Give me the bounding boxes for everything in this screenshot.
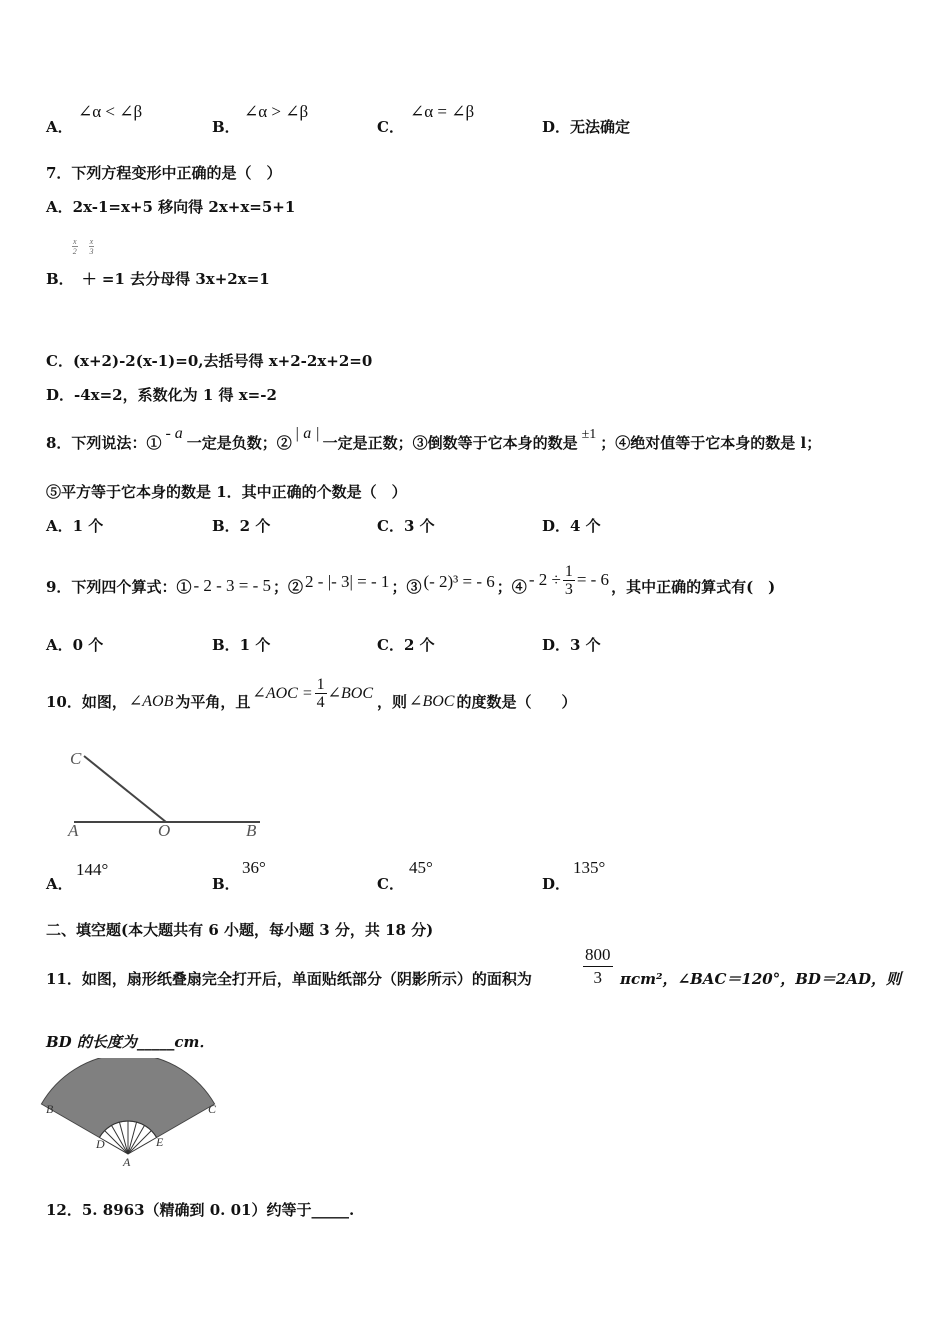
q8-stem: [46, 425, 822, 453]
fraction: [563, 563, 575, 598]
q11-fraction: [583, 944, 613, 989]
label-c: C: [208, 1102, 217, 1116]
unit: πcm²，: [620, 970, 678, 988]
text: ；③: [391, 577, 422, 596]
q10-option-b-value: 36°: [242, 858, 266, 877]
q10-option-a: A．: [46, 875, 73, 893]
q10-angle-figure: [60, 740, 280, 844]
text: ，则: [377, 692, 408, 711]
denominator: 4: [316, 693, 325, 711]
label-a: A: [123, 1155, 131, 1169]
section-heading: 二、填空题(本大题共有 6 小题，每小题 3 分，共 18 分): [46, 921, 434, 939]
math: = - 6: [576, 570, 610, 589]
fraction: [315, 676, 327, 711]
numerator: 800: [583, 944, 613, 967]
q6-option-b: B．: [212, 118, 240, 136]
math: - 2 ÷: [528, 570, 561, 589]
math: - 2 - 3 = - 5: [193, 576, 272, 595]
denominator: 3: [593, 968, 602, 987]
numerator: x: [73, 237, 77, 246]
text: ，其中正确的算式有( ): [611, 577, 776, 596]
text: ；②: [273, 577, 304, 596]
text: 8．下列说法：①: [46, 434, 162, 452]
text: 为平角，且: [175, 692, 251, 711]
denominator: 3: [564, 580, 573, 598]
math: (- 2)³ = - 6: [423, 572, 495, 591]
q7-option-d: D．-4x=2，系数化为 1 得 x=-2: [46, 386, 277, 404]
q7-option-b: [46, 268, 270, 289]
q10-option-d-value: 135°: [573, 858, 606, 877]
q11-line2: BD 的长度为_____cm．: [46, 1033, 215, 1051]
q7-option-c: C．(x+2)-2(x-1)=0,去括号得 x+2-2x+2=0: [46, 352, 373, 370]
option-label: D．: [542, 118, 571, 136]
label-o: O: [158, 821, 171, 840]
option-label: A．: [46, 118, 73, 136]
q12-stem: 12．5. 8963（精确到 0. 01）约等于_____.: [46, 1201, 355, 1219]
label-d: D: [96, 1137, 105, 1151]
q7-stem: 7．下列方程变形中正确的是（ ）: [46, 164, 282, 182]
math: ∠BOC: [327, 685, 374, 702]
q8-option-c: C．3 个: [377, 517, 435, 535]
q10-option-d: D．: [542, 875, 571, 893]
text: 一定是负数；②: [186, 434, 292, 452]
numerator: 1: [316, 675, 325, 693]
q9-option-d: D．3 个: [542, 636, 601, 654]
numerator: x: [89, 237, 94, 246]
denominator: 3: [89, 247, 94, 256]
q8-option-b: B．2 个: [212, 517, 271, 535]
q10-option-c: C．: [377, 875, 404, 893]
q11-suffix: [620, 968, 901, 989]
q6-option-a-math: ∠α < ∠β: [78, 102, 143, 121]
math: ±1: [581, 427, 597, 442]
q7-b-fractions: [72, 236, 94, 256]
q6-option-a: [46, 116, 73, 137]
q10-option-c-value: 45°: [409, 858, 433, 877]
text: ；④: [496, 577, 527, 596]
option-text: ＋ =1 去分母得 3x+2x=1: [81, 270, 270, 288]
q6-option-d: [542, 116, 630, 137]
q9-option-a: A．0 个: [46, 636, 104, 654]
text: ；④绝对值等于它本身的数是 l；: [600, 434, 822, 452]
q10-option-b: B．: [212, 875, 240, 893]
q6-option-b-math: ∠α > ∠β: [244, 102, 309, 121]
q7-option-a: A．2x-1=x+5 移向得 2x+x=5+1: [46, 198, 296, 216]
math: 2 - |- 3| = - 1: [305, 572, 390, 591]
text: 的度数是（ ）: [456, 692, 577, 711]
math: - a: [165, 425, 183, 442]
q9-option-c: C．2 个: [377, 636, 435, 654]
denominator: 2: [72, 247, 77, 256]
ray-oc: [84, 756, 166, 822]
math: ∠AOC =: [252, 685, 313, 702]
option-label: B．: [46, 270, 74, 288]
q11-prefix: 11．如图，扇形纸叠扇完全打开后，单面贴纸部分（阴影所示）的面积为: [46, 970, 532, 988]
q8-option-d: D．4 个: [542, 517, 601, 535]
q11-fan-figure: [40, 1058, 230, 1170]
label-e: E: [156, 1135, 164, 1149]
option-text: 无法确定: [570, 118, 631, 136]
numerator: 1: [564, 562, 573, 580]
q8-option-a: A．1 个: [46, 517, 104, 535]
math: | a |: [294, 425, 320, 442]
q6-option-c-math: ∠α = ∠β: [410, 102, 475, 121]
label-c: C: [70, 749, 82, 768]
q10-stem: [46, 675, 577, 724]
text: 10．如图，: [46, 692, 127, 711]
label-a: A: [68, 821, 79, 840]
label-b: B: [46, 1102, 54, 1116]
math: ∠BOC: [409, 693, 455, 710]
label-b: B: [246, 821, 257, 840]
text: 9．下列四个算式：①: [46, 577, 192, 596]
q9-option-b: B．1 个: [212, 636, 271, 654]
text: 一定是正数；③倒数等于它本身的数是: [322, 434, 578, 452]
q10-option-a-value: 144°: [76, 860, 109, 879]
fraction: [72, 237, 78, 256]
q8-line2: ⑤平方等于它本身的数是 1．其中正确的个数是（ ）: [46, 483, 407, 501]
fraction: [89, 237, 95, 256]
q6-option-c: C．: [377, 118, 404, 136]
condition: ∠BAC＝120°，BD＝2AD，则: [677, 970, 901, 988]
math: ∠AOB: [128, 693, 174, 710]
q9-stem: [46, 562, 776, 606]
